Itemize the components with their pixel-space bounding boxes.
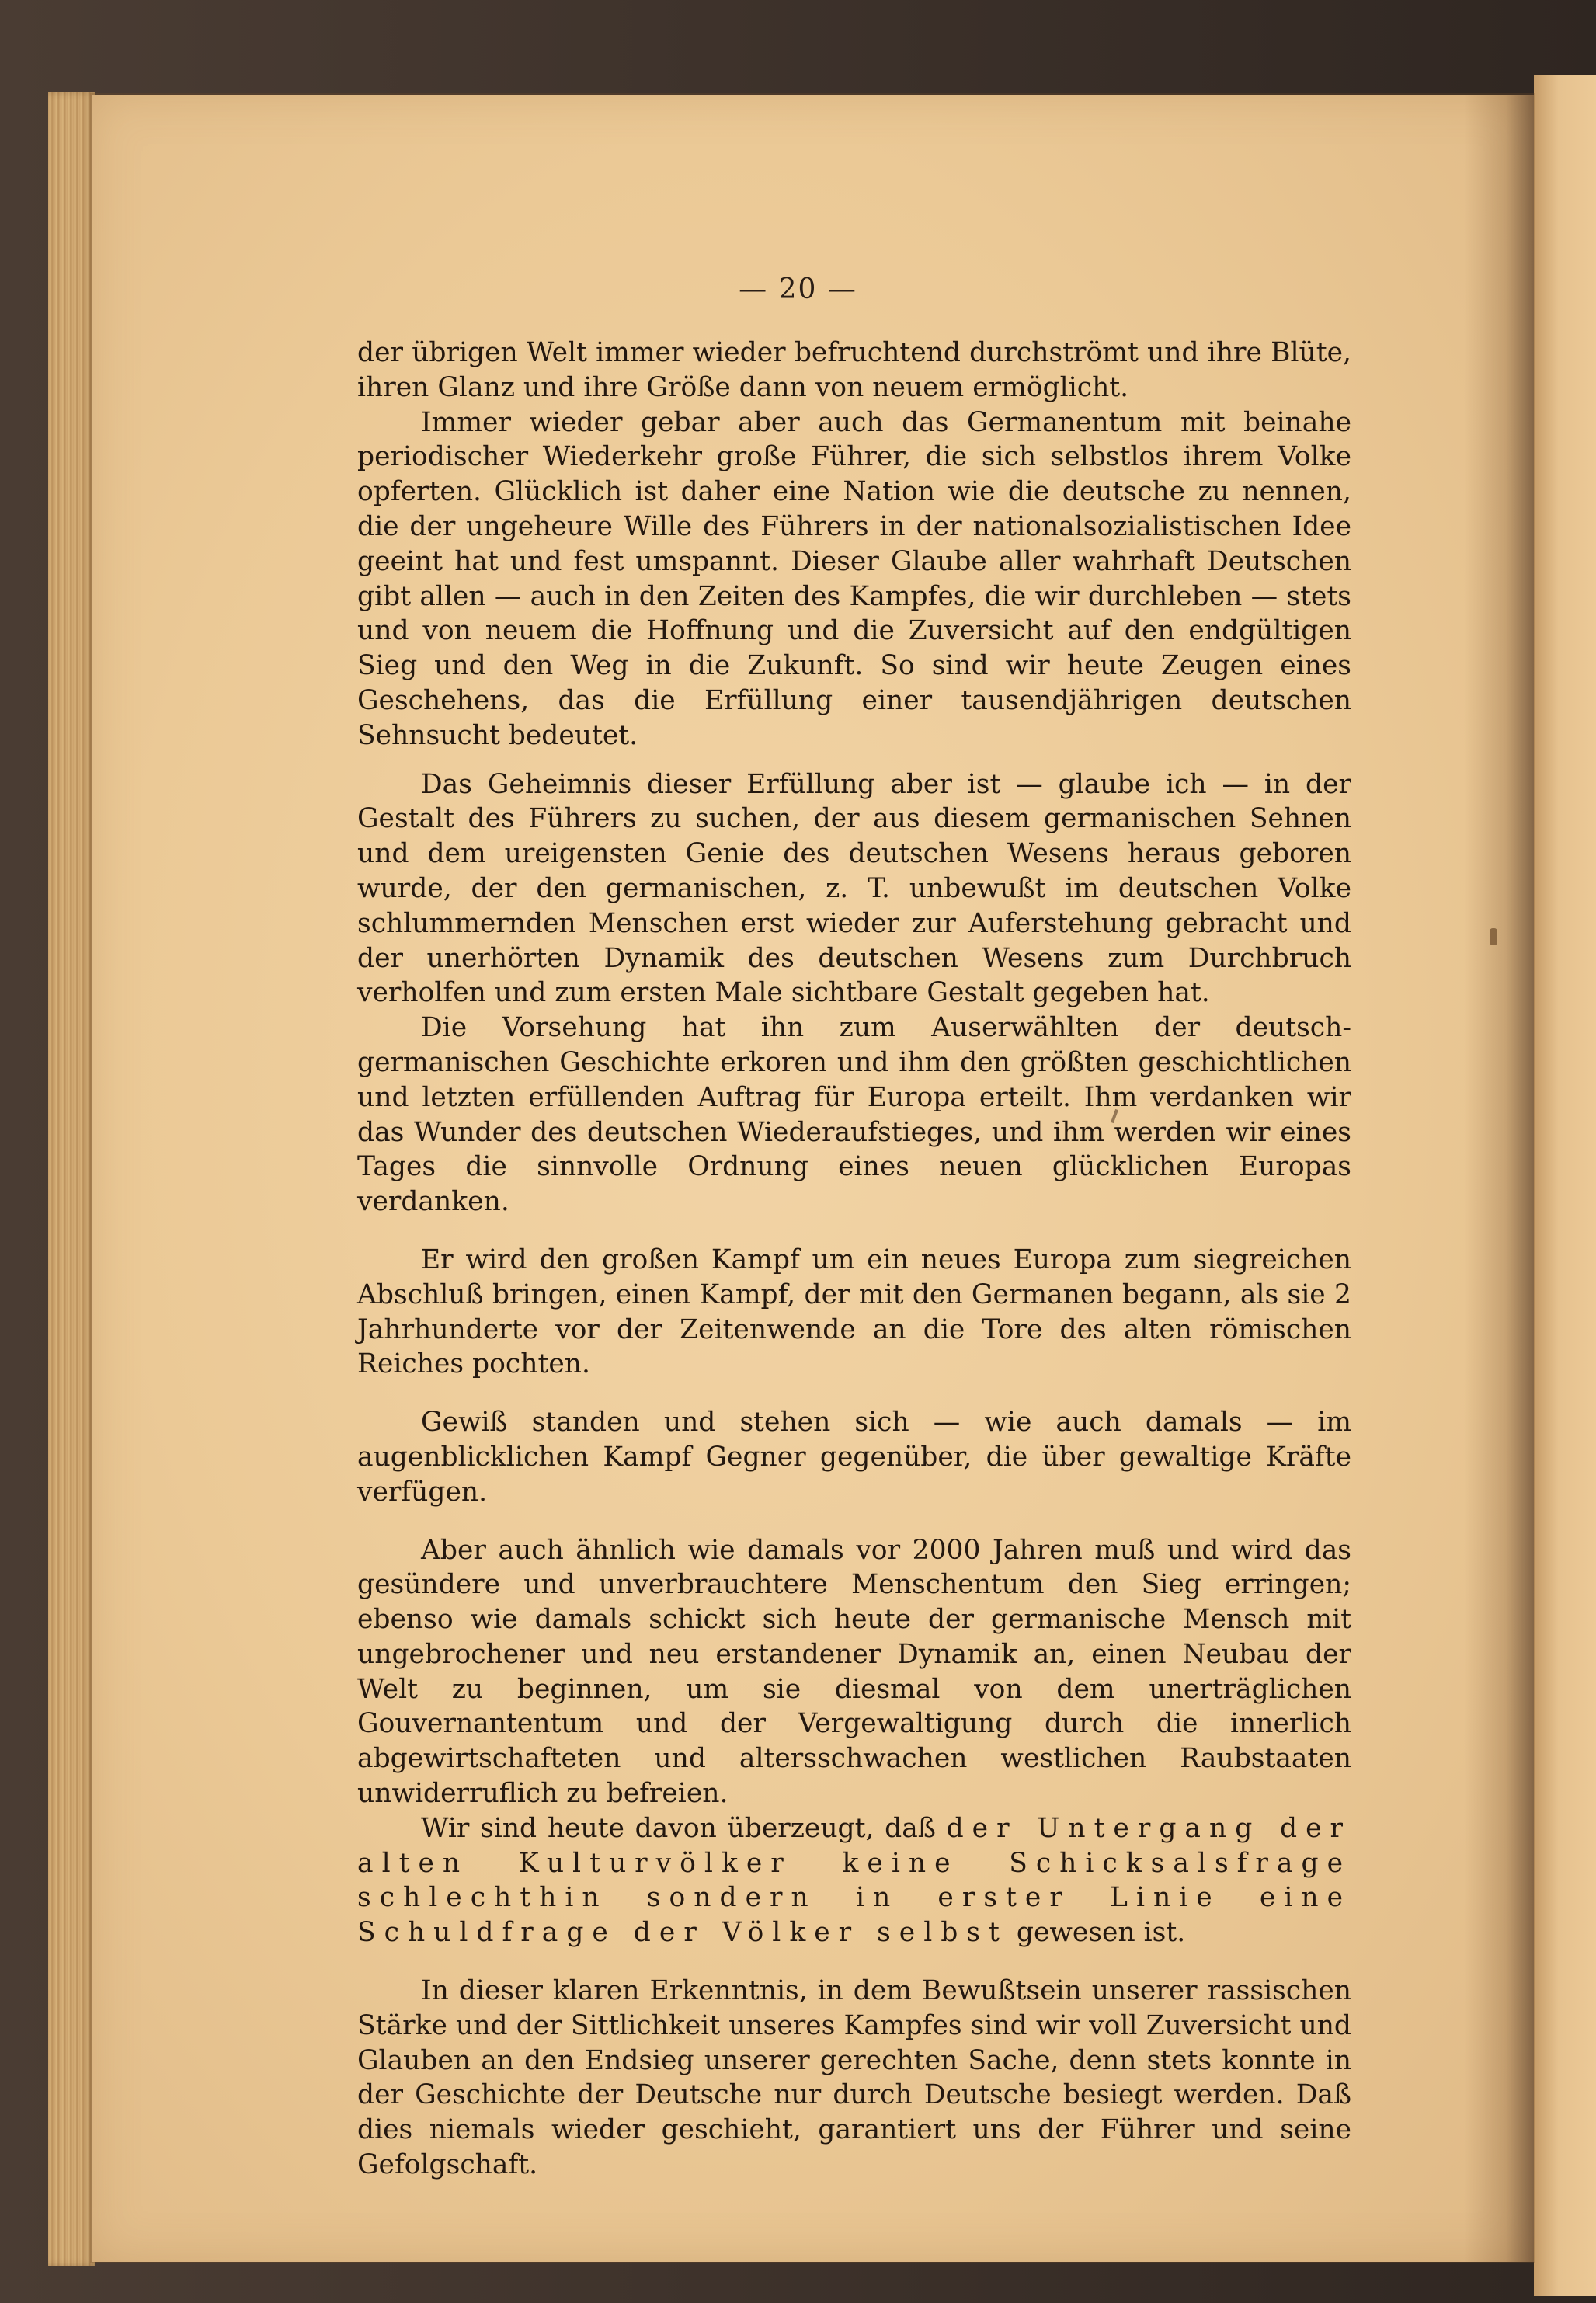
paragraph-6: Gewiß standen und stehen sich — wie auch damals — im augenblicklichen Kampf Gegner gegenüber, die über gewaltige Kräfte verfügen. bbox=[357, 1407, 1351, 1508]
spine-shadow bbox=[1464, 95, 1534, 2262]
paragraph-1: der übrigen Welt immer wieder befruchtend durchströmt und ihre Blüte, ihren Glanz und ihre Größe dann von neuem ermöglicht. bbox=[357, 337, 1351, 403]
page-stack-edge bbox=[48, 92, 95, 2266]
facing-page-edge bbox=[1534, 75, 1596, 2296]
paragraph-9: In dieser klaren Erkenntnis, in dem Bewußtsein unserer rassischen Stärke und der Sittlichkeit unseres Kampfes sind wir voll Zuversicht und Glauben an den Endsieg unserer gerechten Sache, denn stets konnte in der Geschichte der Deutsche nur durch Deutsche besiegt werden. Daß dies niemals wieder geschieht, garantiert uns der Führer und seine Gefolgschaft. bbox=[357, 1975, 1351, 2181]
paragraph-8-tail: gewesen ist. bbox=[1016, 1917, 1186, 1949]
body-text bbox=[357, 336, 1351, 2183]
paragraph-3: Das Geheimnis dieser Erfüllung aber ist — glaube ich — in der Gestalt des Führers zu suchen, der aus diesem germanischen Sehnen und dem ureigensten Genie des deutschen Wesens heraus geboren wurde, der den germanischen, z. T. unbewußt im deutschen Volke schlummernden Menschen erst wieder zur Auferstehung gebracht und der unerhörten Dynamik des deutschen Wesens zum Durchbruch verholfen und zum ersten Male sichtbare Gestalt gegeben hat. bbox=[357, 768, 1351, 1009]
page-blemish bbox=[1490, 928, 1497, 945]
paragraph-7: Aber auch ähnlich wie damals vor 2000 Jahren muß und wird das gesündere und unverbrauchtere Menschentum den Sieg erringen; ebenso wie damals schickt sich heute der germanische Mensch mit ungebrochener und neu erstandener Dynamik an, einen Neubau der Welt zu beginnen, um sie diesmal von dem unerträglichen Gouvernantentum und der Vergewaltigung durch die innerlich abgewirtschafteten und altersschwachen westlichen Raubstaaten unwiderruflich zu befreien. bbox=[357, 1534, 1351, 1810]
paragraph-8-lead: Wir sind heute davon überzeugt, daß bbox=[421, 1812, 936, 1844]
paragraph-5: Er wird den großen Kampf um ein neues Europa zum siegreichen Abschluß bringen, einen Kampf, der mit den Germanen begann, als sie 2 Jahrhunderte vor der Zeitenwende an die Tore des alten römischen Reiches pochten. bbox=[357, 1244, 1351, 1380]
paragraph-2: Immer wieder gebar aber auch das Germanentum mit beinahe periodischer Wiederkehr große Führer, die sich selbstlos ihrem Volke opferten. Glücklich ist daher eine Nation wie die deutsche zu nennen, die der ungeheure Wille des Führers in der nationalsozialistischen Idee geeint hat und fest umspannt. Dieser Glaube aller wahrhaft Deutschen gibt allen — auch in den Zeiten des Kampfes, die wir durchleben — stets und von neuem die Hoffnung und die Zuversicht auf den endgültigen Sieg und den Weg in die Zukunft. So sind wir heute Zeugen eines Geschehens, das die Erfüllung einer tausendjährigen deutschen Sehnsucht bedeutet. bbox=[357, 406, 1351, 751]
paragraph-4: Die Vorsehung hat ihn zum Auserwählten der deutsch-germanischen Geschichte erkoren und ihm den größten geschichtlichen und letzten erfüllenden Auftrag für Europa erteilt. Ihm verdanken wir das Wunder des deutschen Wiederaufstieges, und ihm werden wir eines Tages die sinnvolle Ordnung eines neuen glücklichen Europas verdanken. bbox=[357, 1012, 1351, 1218]
paragraph-8 bbox=[357, 1811, 1351, 1950]
page-number: — 20 — bbox=[739, 273, 857, 305]
paragraph-8-emphasis: der Untergang der alten Kulturvölker keine Schicksalsfrage schlechthin sondern in erster Linie eine Schuldfrage der Völker selbst bbox=[357, 1812, 1352, 1949]
